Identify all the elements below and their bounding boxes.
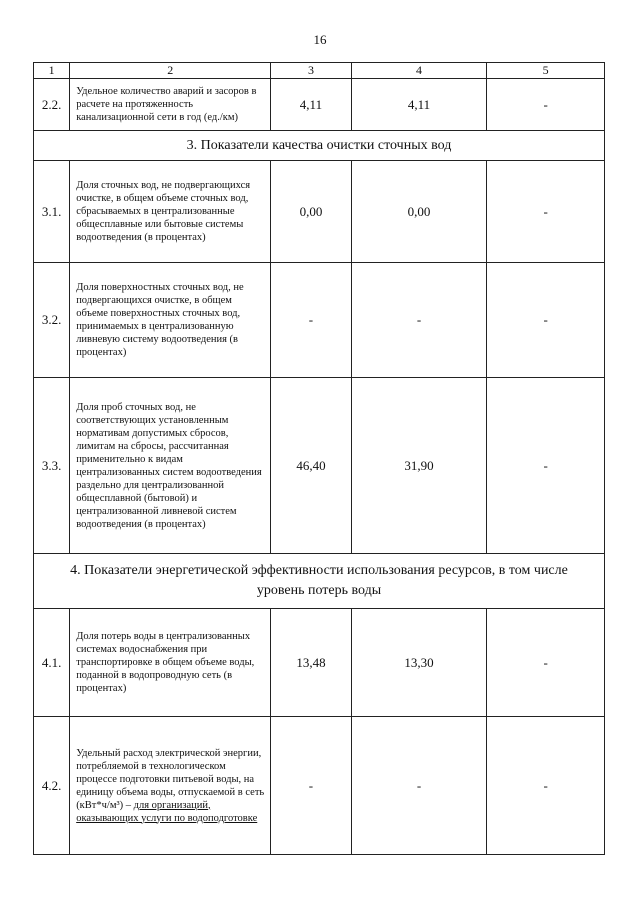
- value-col3: 46,40: [271, 378, 351, 554]
- column-number-row: [34, 63, 605, 79]
- table-row: [34, 79, 605, 131]
- value-col4: 31,90: [351, 378, 487, 554]
- section-row: [34, 131, 605, 161]
- description-underlined-text: для организаций, оказывающих услуги по водоподготовке: [76, 799, 258, 824]
- row-description: Удельное количество аварий и засоров в расчете на протяженность канализационной сети в год (ед./км): [70, 79, 271, 131]
- table-row: [34, 378, 605, 554]
- row-description: Доля поверхностных сточных вод, не подвергающихся очистке, в общем объеме поверхностных сточных вод, принимаемых в централизованную ливневую систему водоотведения (в процентах): [70, 263, 271, 378]
- row-description: [70, 717, 271, 855]
- value-col5: -: [487, 263, 605, 378]
- value-col5: -: [487, 161, 605, 263]
- row-description: Доля потерь воды в централизованных системах водоснабжения при транспортировке в общем объеме воды, поданной в водопроводную сеть (в процентах): [70, 609, 271, 717]
- description-text: Удельный расход электрической энергии, потребляемой в технологическом процессе подготовки питьевой воды, на единицу объема воды, отпускаемой в сеть (кВт*ч/м³) –: [76, 747, 265, 811]
- value-col4: -: [351, 717, 487, 855]
- row-number: 3.2.: [34, 263, 70, 378]
- column-number: 4: [351, 63, 487, 79]
- value-col3: 4,11: [271, 79, 351, 131]
- value-col5: -: [487, 79, 605, 131]
- section-row: [34, 554, 605, 609]
- value-col5: -: [487, 609, 605, 717]
- column-number: 5: [487, 63, 605, 79]
- row-number: 2.2.: [34, 79, 70, 131]
- value-col3: 13,48: [271, 609, 351, 717]
- value-col3: 0,00: [271, 161, 351, 263]
- row-number: 3.3.: [34, 378, 70, 554]
- row-number: 4.2.: [34, 717, 70, 855]
- column-number: 3: [271, 63, 351, 79]
- value-col4: 4,11: [351, 79, 487, 131]
- value-col5: -: [487, 717, 605, 855]
- value-col3: -: [271, 263, 351, 378]
- section-title: 4. Показатели энергетической эффективности использования ресурсов, в том числе уровень потерь воды: [34, 554, 605, 609]
- row-number: 4.1.: [34, 609, 70, 717]
- section-title: 3. Показатели качества очистки сточных вод: [34, 131, 605, 161]
- page-number: 16: [313, 32, 327, 47]
- table-row: [34, 717, 605, 855]
- row-description: Доля проб сточных вод, не соответствующих установленным нормативам допустимых сбросов, лимитам на сбросы, рассчитанная применительно к видам централизованных систем водоотведения раздельно для централизованной общесплавной (бытовой) и централизованной ливневой систем водоотведения (в процентах): [70, 378, 271, 554]
- value-col3: -: [271, 717, 351, 855]
- row-description: Доля сточных вод, не подвергающихся очистке, в общем объеме сточных вод, сбрасываемых в централизованные общесплавные или бытовые системы водоотведения (в процентах): [70, 161, 271, 263]
- column-number: 2: [70, 63, 271, 79]
- value-col5: -: [487, 378, 605, 554]
- value-col4: 13,30: [351, 609, 487, 717]
- table-row: [34, 609, 605, 717]
- row-number: 3.1.: [34, 161, 70, 263]
- column-number: 1: [34, 63, 70, 79]
- value-col4: -: [351, 263, 487, 378]
- table-row: [34, 161, 605, 263]
- indicators-table: [33, 62, 605, 855]
- table-row: [34, 263, 605, 378]
- value-col4: 0,00: [351, 161, 487, 263]
